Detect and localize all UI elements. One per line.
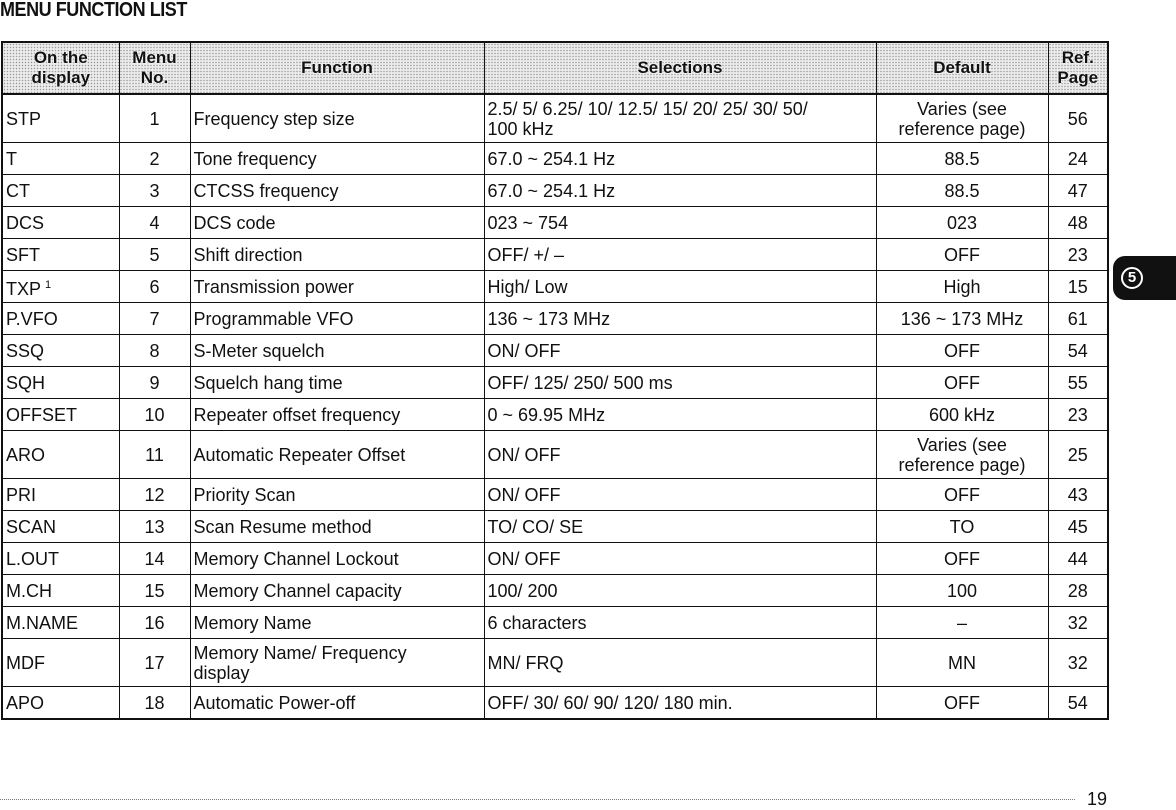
default-text: 88.5 — [944, 148, 980, 169]
cell-ref-page: 54 — [1048, 687, 1108, 720]
default-text: Varies (see — [917, 98, 1007, 119]
cell-ref-page: 15 — [1048, 271, 1108, 303]
cell-default — [876, 303, 1048, 335]
cell-display — [2, 239, 119, 271]
cell-ref-page: 56 — [1048, 94, 1108, 143]
cell-selections — [484, 511, 876, 543]
cell-display — [2, 175, 119, 207]
cell-ref-page: 48 — [1048, 207, 1108, 239]
cell-default — [876, 687, 1048, 720]
display-code: PRI — [6, 484, 37, 505]
function-text: display — [193, 662, 250, 683]
cell-ref-page: 47 — [1048, 175, 1108, 207]
function-text: S-Meter squelch — [193, 340, 325, 361]
table-row — [2, 543, 1108, 575]
header-function: Function — [190, 42, 484, 94]
cell-display — [2, 207, 119, 239]
cell-menu-no: 1 — [119, 94, 190, 143]
cell-selections — [484, 239, 876, 271]
cell-selections — [484, 143, 876, 175]
footer-dotted-rule — [0, 799, 1075, 800]
selections-text: 6 characters — [487, 612, 587, 633]
cell-ref-page: 54 — [1048, 335, 1108, 367]
cell-selections — [484, 543, 876, 575]
cell-menu-no: 4 — [119, 207, 190, 239]
table-row — [2, 175, 1108, 207]
cell-display — [2, 479, 119, 511]
cell-ref-page: 61 — [1048, 303, 1108, 335]
cell-function — [190, 175, 484, 207]
selections-text: ON/ OFF — [487, 340, 561, 361]
display-code: SFT — [6, 244, 40, 265]
table-row — [2, 575, 1108, 607]
cell-menu-no: 5 — [119, 239, 190, 271]
cell-ref-page: 32 — [1048, 607, 1108, 639]
default-text: 136 ~ 173 MHz — [900, 308, 1024, 329]
selections-text: ON/ OFF — [487, 484, 561, 505]
table-row — [2, 607, 1108, 639]
default-text: Varies (see — [917, 434, 1007, 455]
display-code: ARO — [6, 444, 46, 465]
display-code: T — [6, 148, 17, 169]
table-row — [2, 399, 1108, 431]
header-menu-no-line2: No. — [140, 68, 169, 87]
cell-selections — [484, 479, 876, 511]
header-ref-page-line2: Page — [1057, 68, 1099, 87]
function-text: Repeater offset frequency — [193, 404, 401, 425]
cell-function — [190, 479, 484, 511]
cell-display — [2, 399, 119, 431]
display-code: M.NAME — [6, 612, 78, 633]
function-text: CTCSS frequency — [193, 180, 339, 201]
table-row — [2, 239, 1108, 271]
display-code: DCS — [6, 212, 45, 233]
cell-default — [876, 335, 1048, 367]
cell-default — [876, 575, 1048, 607]
selections-text: 67.0 ~ 254.1 Hz — [487, 148, 616, 169]
cell-display — [2, 303, 119, 335]
cell-ref-page: 45 — [1048, 511, 1108, 543]
selections-text: 2.5/ 5/ 6.25/ 10/ 12.5/ 15/ 20/ 25/ 30/ 50/ — [487, 98, 808, 119]
display-code: MDF — [6, 652, 45, 673]
cell-function — [190, 271, 484, 303]
cell-display — [2, 367, 119, 399]
default-text: OFF — [944, 244, 980, 265]
cell-ref-page: 55 — [1048, 367, 1108, 399]
cell-default — [876, 207, 1048, 239]
cell-menu-no: 13 — [119, 511, 190, 543]
cell-menu-no: 10 — [119, 399, 190, 431]
menu-function-table — [1, 41, 1109, 720]
default-text: reference page) — [898, 454, 1026, 475]
cell-display — [2, 687, 119, 720]
cell-menu-no: 3 — [119, 175, 190, 207]
cell-selections — [484, 303, 876, 335]
cell-selections — [484, 575, 876, 607]
cell-display — [2, 94, 119, 143]
cell-default — [876, 399, 1048, 431]
cell-ref-page: 28 — [1048, 575, 1108, 607]
cell-display — [2, 575, 119, 607]
display-code: OFFSET — [6, 404, 77, 425]
function-text: Memory Channel capacity — [193, 580, 402, 601]
cell-ref-page: 44 — [1048, 543, 1108, 575]
cell-function — [190, 335, 484, 367]
cell-function — [190, 543, 484, 575]
default-text: OFF — [944, 372, 980, 393]
cell-display — [2, 543, 119, 575]
table-row — [2, 335, 1108, 367]
cell-selections — [484, 367, 876, 399]
cell-menu-no: 7 — [119, 303, 190, 335]
cell-selections — [484, 207, 876, 239]
selections-text: ON/ OFF — [487, 548, 561, 569]
cell-function — [190, 687, 484, 720]
default-text: OFF — [944, 484, 980, 505]
table-row — [2, 687, 1108, 720]
function-text: Priority Scan — [193, 484, 296, 505]
cell-ref-page: 23 — [1048, 399, 1108, 431]
cell-display — [2, 431, 119, 479]
page-number: 19 — [1087, 789, 1108, 809]
default-text: OFF — [944, 548, 980, 569]
cell-display — [2, 511, 119, 543]
page-title: MENU FUNCTION LIST — [0, 0, 187, 21]
display-code: SQH — [6, 372, 46, 393]
header-menu-no — [119, 42, 190, 94]
cell-menu-no: 18 — [119, 687, 190, 720]
header-default: Default — [876, 42, 1048, 94]
default-text: High — [943, 276, 981, 297]
selections-text: 100 kHz — [487, 118, 554, 139]
function-text: Automatic Repeater Offset — [193, 444, 406, 465]
header-on-the-display-line1: On the — [33, 48, 88, 67]
cell-display — [2, 607, 119, 639]
cell-function — [190, 207, 484, 239]
selections-text: TO/ CO/ SE — [487, 516, 584, 537]
display-code: P.VFO — [6, 308, 58, 329]
table-row — [2, 303, 1108, 335]
selections-text: OFF/ 30/ 60/ 90/ 120/ 180 min. — [487, 692, 733, 713]
cell-default — [876, 94, 1048, 143]
cell-function — [190, 575, 484, 607]
cell-menu-no: 17 — [119, 639, 190, 687]
function-text: DCS code — [193, 212, 276, 233]
table-header-row — [2, 42, 1108, 94]
cell-function — [190, 431, 484, 479]
default-text: OFF — [944, 692, 980, 713]
table-row — [2, 207, 1108, 239]
table-row — [2, 431, 1108, 479]
function-text: Scan Resume method — [193, 516, 372, 537]
display-code: SCAN — [6, 516, 57, 537]
cell-selections — [484, 607, 876, 639]
table-row — [2, 639, 1108, 687]
cell-selections — [484, 94, 876, 143]
cell-default — [876, 175, 1048, 207]
cell-menu-no: 14 — [119, 543, 190, 575]
default-text: 023 — [946, 212, 978, 233]
cell-default — [876, 143, 1048, 175]
cell-display — [2, 639, 119, 687]
display-code: M.CH — [6, 580, 52, 601]
cell-display — [2, 335, 119, 367]
display-code: SSQ — [6, 340, 45, 361]
cell-function — [190, 239, 484, 271]
cell-function — [190, 367, 484, 399]
cell-ref-page: 24 — [1048, 143, 1108, 175]
display-code: CT — [6, 180, 30, 201]
selections-text: OFF/ +/ – — [487, 244, 565, 265]
footnote-marker: 1 — [45, 278, 52, 291]
selections-text: 67.0 ~ 254.1 Hz — [487, 180, 616, 201]
default-text: TO — [949, 516, 975, 537]
cell-default — [876, 431, 1048, 479]
cell-default — [876, 239, 1048, 271]
cell-ref-page: 23 — [1048, 239, 1108, 271]
cell-selections — [484, 639, 876, 687]
function-text: Memory Name/ Frequency — [193, 642, 407, 663]
cell-function — [190, 94, 484, 143]
cell-menu-no: 8 — [119, 335, 190, 367]
selections-text: OFF/ 125/ 250/ 500 ms — [487, 372, 673, 393]
cell-function — [190, 143, 484, 175]
cell-function — [190, 639, 484, 687]
function-text: Squelch hang time — [193, 372, 343, 393]
header-selections: Selections — [484, 42, 876, 94]
table-row — [2, 143, 1108, 175]
cell-selections — [484, 399, 876, 431]
cell-function — [190, 607, 484, 639]
cell-default — [876, 543, 1048, 575]
display-code: APO — [6, 692, 45, 713]
cell-selections — [484, 175, 876, 207]
cell-default — [876, 367, 1048, 399]
cell-selections — [484, 687, 876, 720]
function-text: Memory Channel Lockout — [193, 548, 399, 569]
function-text: Programmable VFO — [193, 308, 354, 329]
cell-menu-no: 9 — [119, 367, 190, 399]
cell-menu-no: 6 — [119, 271, 190, 303]
cell-menu-no: 2 — [119, 143, 190, 175]
default-text: 100 — [946, 580, 978, 601]
selections-text: ON/ OFF — [487, 444, 561, 465]
table-row — [2, 94, 1108, 143]
function-text: Memory Name — [193, 612, 312, 633]
chapter-tab — [1113, 256, 1176, 300]
default-text: MN — [948, 652, 976, 673]
table-row — [2, 271, 1108, 303]
cell-menu-no: 12 — [119, 479, 190, 511]
header-ref-page-line1: Ref. — [1061, 48, 1094, 67]
cell-ref-page: 25 — [1048, 431, 1108, 479]
selections-text: 136 ~ 173 MHz — [487, 308, 611, 329]
table-row — [2, 367, 1108, 399]
cell-default — [876, 639, 1048, 687]
function-text: Transmission power — [193, 276, 354, 297]
default-text: – — [956, 612, 967, 633]
cell-default — [876, 271, 1048, 303]
table-row — [2, 479, 1108, 511]
default-text: reference page) — [898, 118, 1026, 139]
table-body — [2, 94, 1108, 719]
cell-selections — [484, 335, 876, 367]
cell-function — [190, 399, 484, 431]
cell-menu-no: 16 — [119, 607, 190, 639]
function-text: Automatic Power-off — [193, 692, 356, 713]
cell-selections — [484, 431, 876, 479]
cell-function — [190, 303, 484, 335]
function-text: Tone frequency — [193, 148, 317, 169]
cell-default — [876, 511, 1048, 543]
cell-display — [2, 271, 119, 303]
cell-function — [190, 511, 484, 543]
header-on-the-display — [2, 42, 119, 94]
cell-default — [876, 479, 1048, 511]
function-text: Frequency step size — [193, 108, 355, 129]
cell-menu-no: 11 — [119, 431, 190, 479]
chapter-number-badge: 5 — [1121, 267, 1143, 289]
cell-display — [2, 143, 119, 175]
cell-ref-page: 43 — [1048, 479, 1108, 511]
selections-text: 100/ 200 — [487, 580, 558, 601]
selections-text: High/ Low — [487, 276, 568, 297]
header-on-the-display-line2: display — [31, 68, 91, 87]
selections-text: 0 ~ 69.95 MHz — [487, 404, 606, 425]
header-menu-no-line1: Menu — [132, 48, 177, 67]
default-text: 88.5 — [944, 180, 980, 201]
function-text: Shift direction — [193, 244, 303, 265]
display-code: TXP — [6, 278, 42, 299]
selections-text: 023 ~ 754 — [487, 212, 569, 233]
cell-ref-page: 32 — [1048, 639, 1108, 687]
selections-text: MN/ FRQ — [487, 652, 564, 673]
table-row — [2, 511, 1108, 543]
cell-default — [876, 607, 1048, 639]
header-ref-page — [1048, 42, 1108, 94]
display-code: STP — [6, 108, 42, 129]
default-text: 600 kHz — [928, 404, 996, 425]
default-text: OFF — [944, 340, 980, 361]
cell-selections — [484, 271, 876, 303]
display-code: L.OUT — [6, 548, 60, 569]
cell-menu-no: 15 — [119, 575, 190, 607]
